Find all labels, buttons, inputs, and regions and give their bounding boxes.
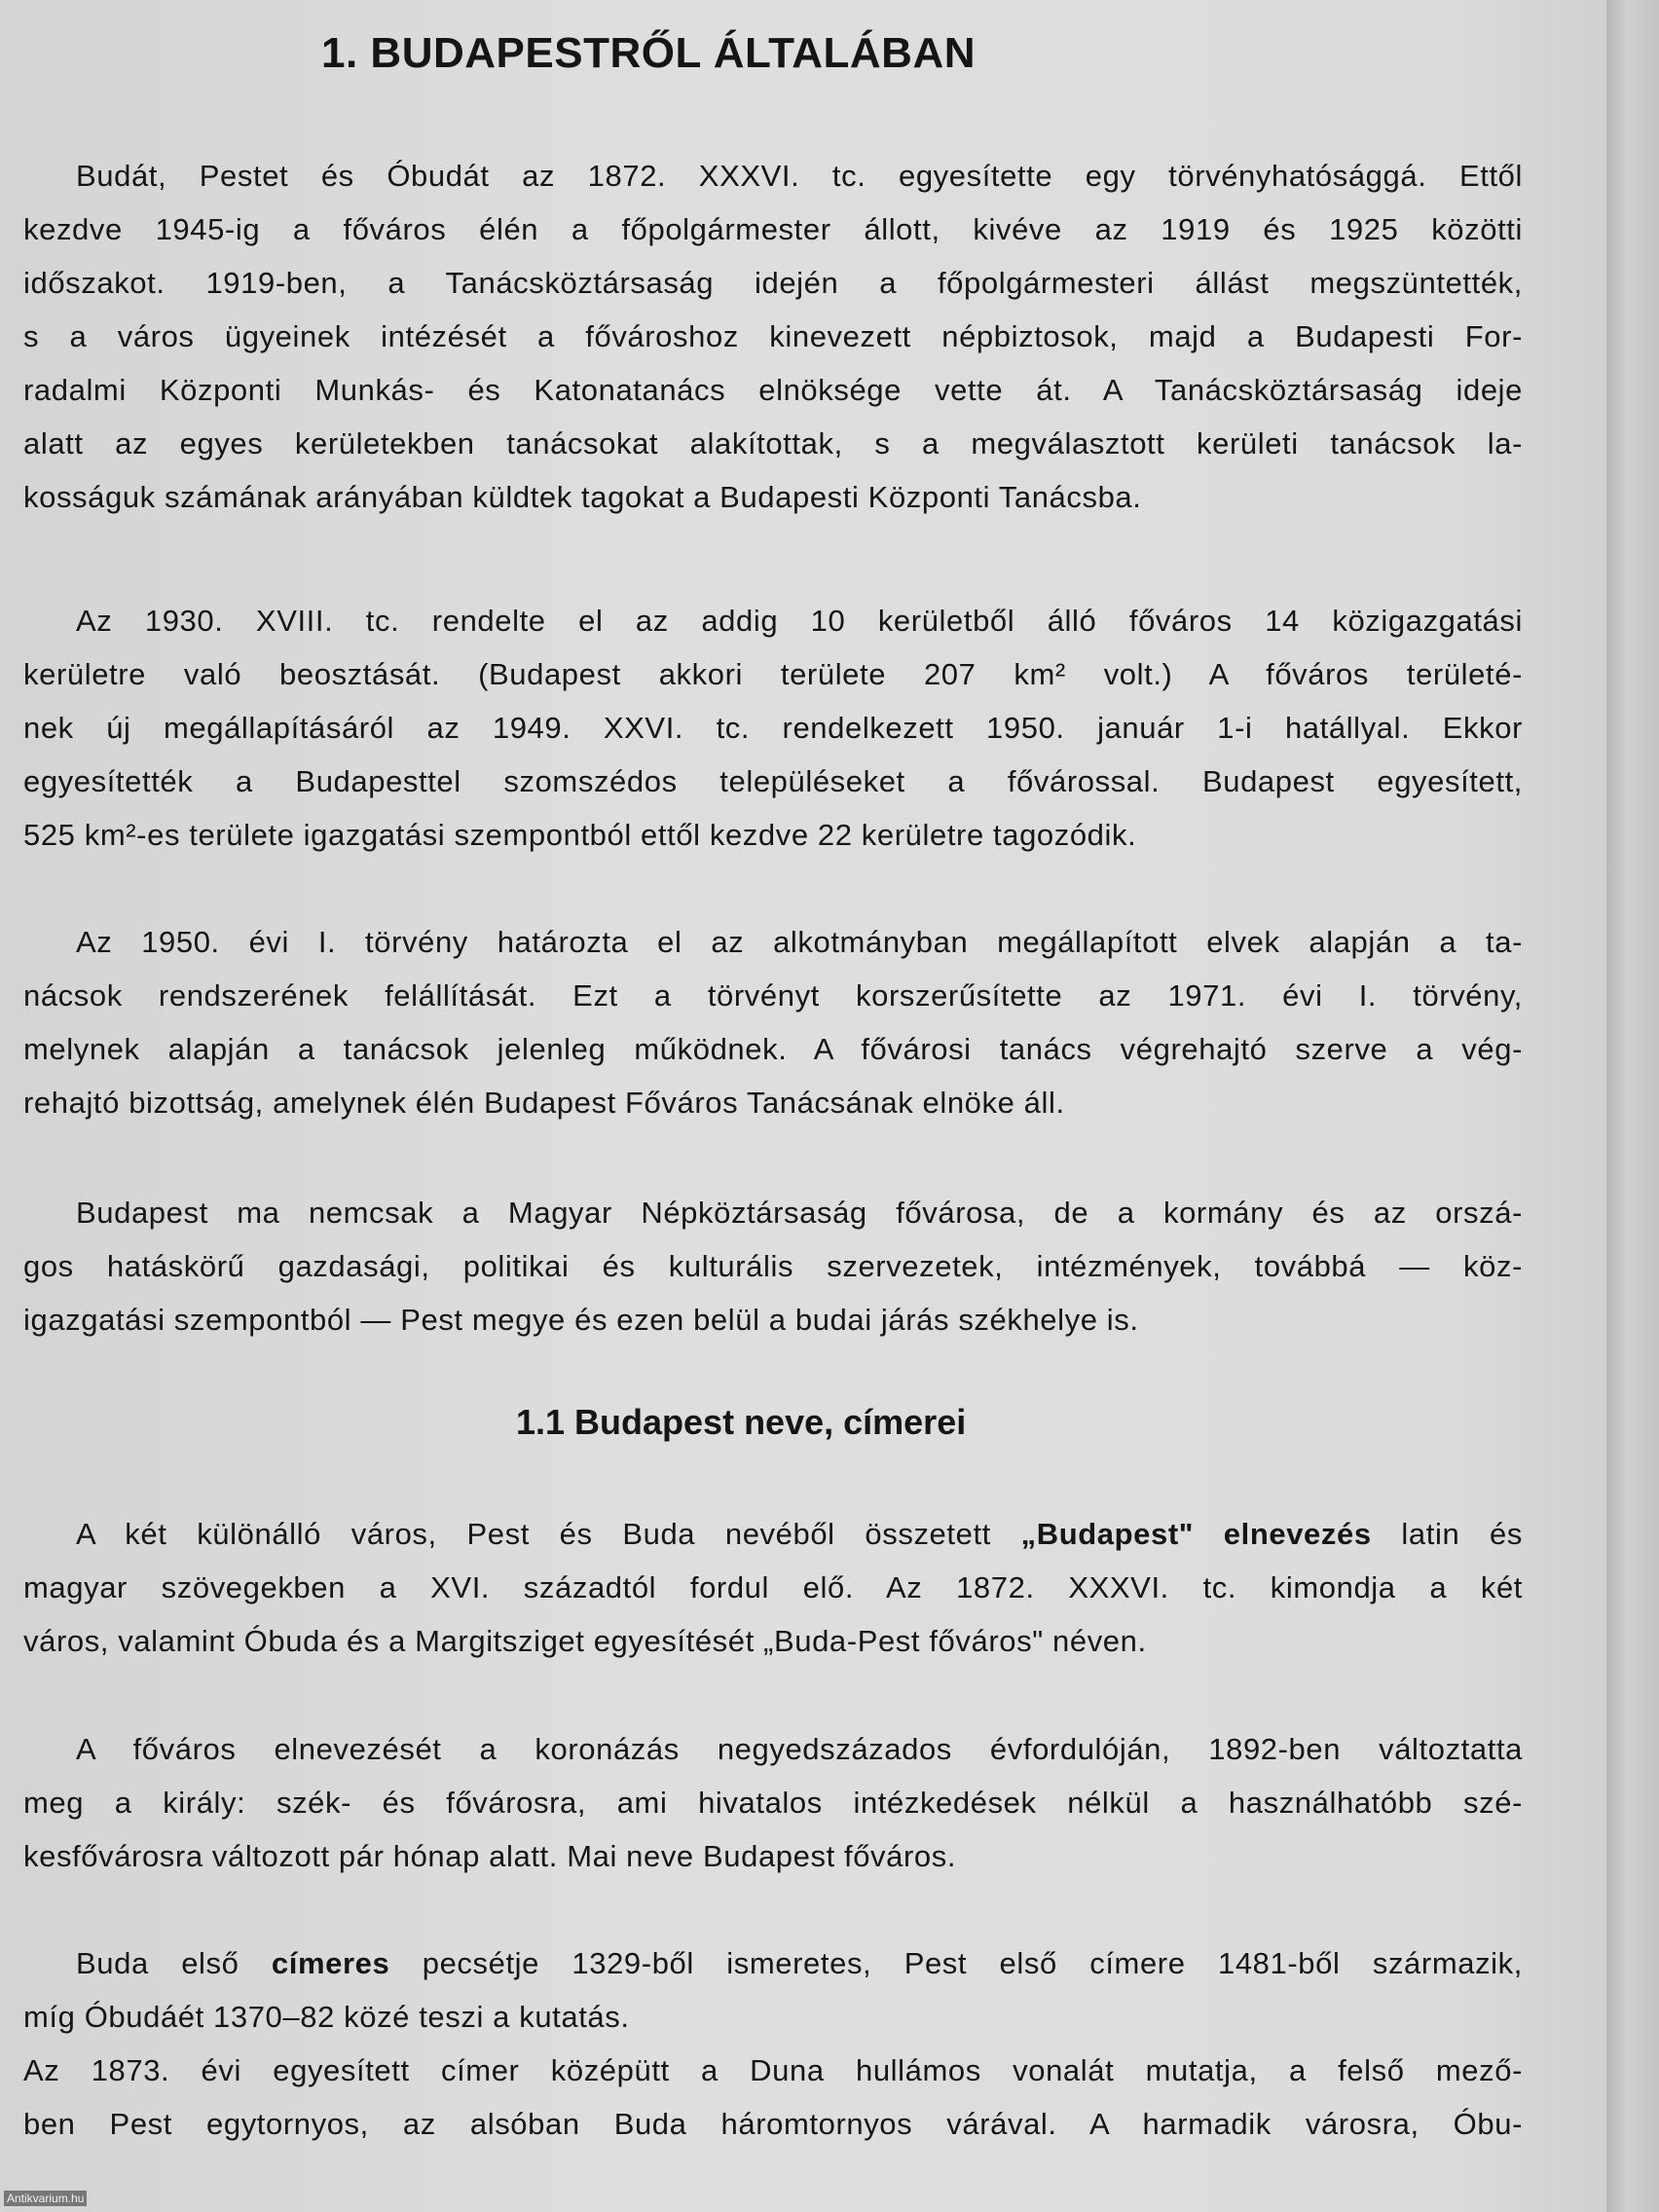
paragraph-councils	[23, 915, 1523, 1129]
bold-term: címeres	[271, 1946, 390, 1980]
text-line: alatt az egyes kerületekben tanácsokat alakítottak, s a megválasztott kerületi tanácsok la-	[23, 426, 1523, 461]
text-segment: pecsétje 1329-ből ismeretes, Pest első címere 1481-ből származik,	[389, 1946, 1523, 1980]
watermark: Antikvarium.hu	[4, 2191, 87, 2206]
text-line: kosságuk számának arányában küldtek tagokat a Budapesti Központi Tanácsba.	[23, 480, 1142, 514]
text-line: Budapest ma nemcsak a Magyar Népköztársaság fővárosa, de a kormány és az orszá-	[76, 1196, 1523, 1230]
paragraph-districts	[23, 594, 1523, 862]
text-line: igazgatási szempontból — Pest megye és ezen belül a budai járás székhelye is.	[23, 1303, 1139, 1337]
page-edge	[1606, 0, 1659, 2212]
paragraph-1873-arms	[23, 2044, 1523, 2151]
section-subtitle: 1.1 Budapest neve, címerei	[516, 1402, 967, 1442]
chapter-title: 1. BUDAPESTRŐL ÁLTALÁBAN	[321, 29, 976, 77]
text-line: 525 km²-es területe igazgatási szempontból ettől kezdve 22 kerületre tagozódik.	[23, 818, 1137, 852]
text-line: meg a király: szék- és fővárosra, ami hivatalos intézkedések nélkül a használhatóbb szé-	[23, 1786, 1523, 1820]
bold-term: „Budapest" elnevezés	[1020, 1517, 1372, 1551]
text-line: rehajtó bizottság, amelynek élén Budapest Főváros Tanácsának elnöke áll.	[23, 1086, 1065, 1120]
paragraph-capital-role	[23, 1186, 1523, 1346]
text-segment: A két különálló város, Pest és Buda nevéből összetett	[76, 1517, 1021, 1551]
text-line: A főváros elnevezését a koronázás negyedszázados évfordulóján, 1892-ben változtatta	[76, 1732, 1523, 1766]
text-line: nácsok rendszerének felállítását. Ezt a törvényt korszerűsítette az 1971. évi I. törvény,	[23, 978, 1523, 1013]
text-line: melynek alapján a tanácsok jelenleg működnek. A fővárosi tanács végrehajtó szerve a vég-	[23, 1032, 1523, 1066]
text-line: Budát, Pestet és Óbudát az 1872. XXXVI. tc. egyesítette egy törvényhatósággá. Ettől	[76, 159, 1523, 193]
paragraph-name-change	[23, 1722, 1523, 1883]
paragraph-coat-of-arms	[23, 1936, 1523, 2044]
text-line: s a város ügyeinek intézését a fővároshoz kinevezett népbiztosok, majd a Budapesti For-	[23, 319, 1523, 353]
text-line: kezdve 1945-ig a főváros élén a főpolgármester állott, kivéve az 1919 és 1925 közötti	[23, 212, 1523, 246]
text-line: Az 1950. évi I. törvény határozta el az alkotmányban megállapított elvek alapján a ta-	[76, 925, 1523, 959]
text-line: ben Pest egytornyos, az alsóban Buda háromtornyos várával. A harmadik városra, Óbu-	[23, 2107, 1523, 2141]
text-line: míg Óbudáét 1370–82 közé teszi a kutatás.	[23, 2000, 630, 2034]
paragraph-name-origin	[23, 1507, 1523, 1668]
text-line: időszakot. 1919-ben, a Tanácsköztársaság idején a főpolgármesteri állást megszüntették,	[23, 266, 1523, 300]
text-segment: latin és	[1371, 1517, 1523, 1551]
text-line: Az 1873. évi egyesített címer középütt a Duna hullámos vonalát mutatja, a felső mező-	[23, 2053, 1523, 2087]
text-line: gos hatáskörű gazdasági, politikai és kulturális szervezetek, intézmények, továbbá — köz-	[23, 1249, 1523, 1283]
text-line: kerületre való beosztását. (Budapest akkori területe 207 km² volt.) A főváros területé-	[23, 657, 1523, 691]
text-line: radalmi Központi Munkás- és Katonatanács elnöksége vette át. A Tanácsköztársaság ideje	[23, 373, 1523, 407]
text-line: nek új megállapításáról az 1949. XXVI. tc. rendelkezett 1950. január 1-i hatállyal. Ekkor	[23, 711, 1523, 745]
text-line	[23, 1507, 1523, 1561]
text-line: kesfővárosra változott pár hónap alatt. Mai neve Budapest főváros.	[23, 1839, 957, 1873]
text-line: város, valamint Óbuda és a Margitsziget egyesítését „Buda-Pest főváros" néven.	[23, 1624, 1147, 1658]
text-line: magyar szövegekben a XVI. századtól fordul elő. Az 1872. XXXVI. tc. kimondja a két	[23, 1570, 1523, 1604]
text-line	[23, 1936, 1523, 1990]
text-line: egyesítették a Budapesttel szomszédos településeket a fővárossal. Budapest egyesített,	[23, 764, 1523, 798]
text-segment: Buda első	[76, 1946, 272, 1980]
text-line: Az 1930. XVIII. tc. rendelte el az addig 10 kerületből álló főváros 14 közigazgatási	[76, 604, 1523, 638]
paragraph-unification	[23, 149, 1523, 524]
